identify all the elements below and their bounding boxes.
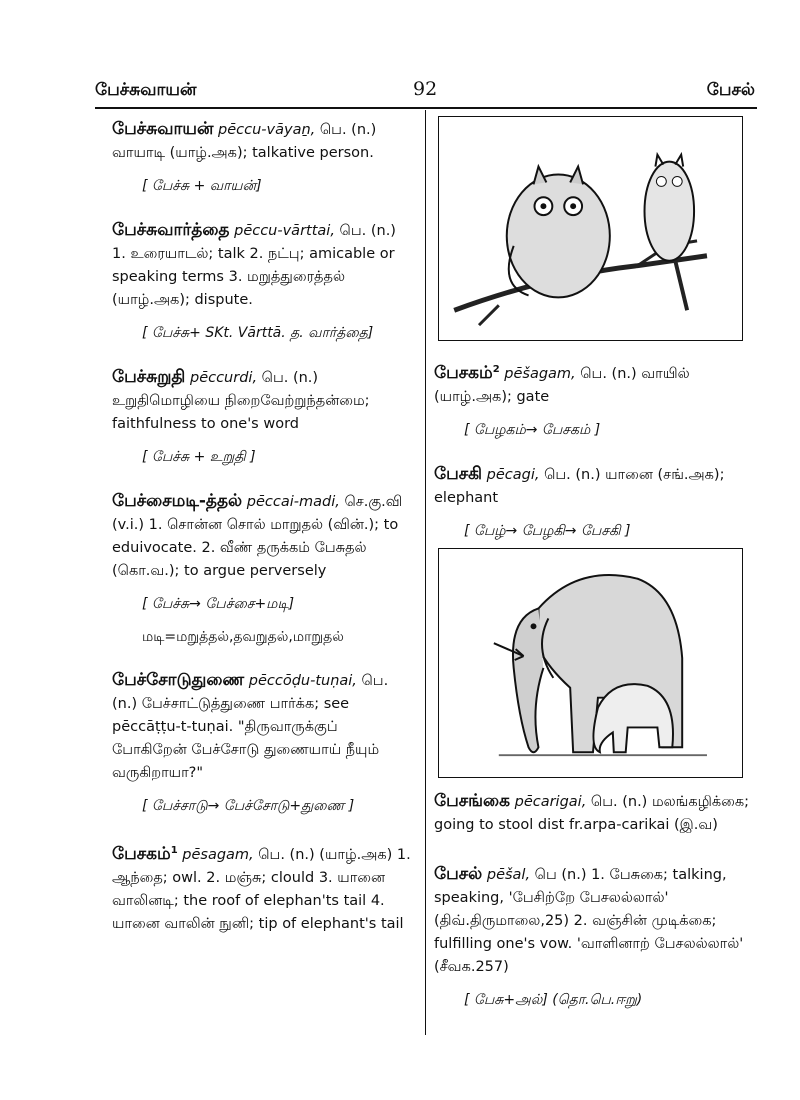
transliteration: pēsagam,: [182, 846, 254, 863]
entry-peccu-varttai: [112, 219, 414, 344]
transliteration: pēccōḍu-tuṇai,: [248, 673, 357, 689]
owl-illustration-icon: [439, 117, 742, 340]
elephant-illustration-icon: [439, 549, 742, 777]
entry-pesal: [434, 863, 756, 1011]
headword: பேச்சைமடி-த்தல்: [112, 491, 243, 511]
headword: பேசங்கை: [434, 791, 510, 811]
right-column: [434, 358, 756, 564]
transliteration: pēccai-madi,: [246, 494, 340, 510]
entry-peccai-madi: [112, 490, 414, 647]
header-right-guideword: பேசல்: [706, 80, 755, 100]
transliteration: pēcarigai,: [514, 794, 587, 810]
definition: பெ. (n.) வாயில் (யாழ்.அக); gate: [434, 365, 690, 405]
transliteration: pēšagam,: [504, 365, 576, 382]
homonym-number: 1: [170, 845, 178, 856]
usage-note: மடி=மறுத்தல்,தவறுதல்,மாறுதல்: [142, 629, 344, 645]
header-rule: [95, 107, 757, 109]
transliteration: pēcagi,: [486, 466, 540, 483]
elephant-figure: [438, 548, 743, 778]
etymology: [ பேச்சு + உறுதி ]: [142, 449, 256, 465]
headword: பேசகி: [434, 463, 483, 484]
headword: பேசகம்: [434, 362, 493, 383]
headword: பேச்சுவாயன்: [112, 119, 214, 139]
definition: பெ. (n.) பேச்சாட்டுத்துணை பார்க்க; see pēccāṭṭu-t-tuṇai. "திருவாருக்குப் போகிறேன் பேச்சோடு துணையாய் நீயும் வருகிறாயா?": [112, 673, 389, 781]
entry-peccurdi: [112, 366, 414, 468]
etymology: [ பேசு+அல்] (தொ.பெ.ஈறு): [464, 992, 643, 1008]
left-column: [112, 118, 414, 940]
owl-figure: [438, 116, 743, 341]
page-header: [95, 78, 755, 106]
definition: பெ (n.) 1. பேசுகை; talking, speaking, 'பேசிற்றே பேசலல்லால்' (திவ்.திருமாலை,25) 2. வஞ்சின் முடிக்கை; fulfilling one's vow. 'வாளினாற் பேசலல்லால்' (சீவக.257): [434, 867, 744, 975]
etymology: [ பேச்சு→ பேச்சை+மடி]: [142, 596, 295, 612]
entry-peccu-vayan: [112, 118, 414, 197]
page-number: 92: [413, 78, 438, 100]
transliteration: pēšal,: [486, 867, 531, 883]
definition: பெ. (n.) வாயாடி (யாழ்.அக); talkative person.: [112, 122, 377, 161]
definition: பெ. (n.) மலங்கழிக்கை; going to stool dist fr.arpa-carikai (இ.வ): [434, 794, 750, 833]
transliteration: pēccu-vārttai,: [234, 223, 335, 239]
etymology: [ பேச்சாடு→ பேச்சோடு+துணை ]: [142, 798, 355, 814]
headword: பேசல்: [434, 864, 483, 884]
headword: பேச்சுவார்த்தை: [112, 220, 230, 240]
definition: பெ. (n.) உறுதிமொழியை நிறைவேற்றுந்தன்மை; faithfulness to one's word: [112, 370, 370, 432]
etymology: [ பேச்சு+ SKt. Vārttā. த. வார்த்தை]: [142, 325, 374, 341]
entry-pesagam-2: [434, 358, 756, 441]
entry-pesagam-1: [112, 839, 414, 936]
entry-pecarigai: [434, 790, 756, 837]
entry-peccodu-tunai: [112, 669, 414, 817]
headword: பேச்சுறுதி: [112, 367, 186, 387]
transliteration: pēccu-vāyaṉ,: [218, 122, 316, 138]
header-left-guideword: பேச்சுவாயன்: [95, 80, 197, 100]
definition: பெ. (n.) (யாழ்.அக) 1. ஆந்தை; owl. 2. மஞ்சு; clould 3. யானை வாலினடி; the roof of elephan'ts tail 4. யானை வாலின் நுனி; tip of elephant's tail: [112, 846, 411, 932]
entry-pecagi: [434, 463, 756, 542]
etymology: [ பேழ்→ பேழகி→ பேசகி ]: [464, 522, 631, 539]
right-column-lower: [434, 790, 756, 1033]
etymology: [ பேழகம்→ பேசகம் ]: [464, 421, 601, 438]
definition: பெ. (n.) 1. உரையாடல்; talk 2. நட்பு; amicable or speaking terms 3. மறுத்துரைத்தல் (யாழ்.அக); dispute.: [112, 223, 396, 308]
definition: பெ. (n.) யானை (சங்.அக); elephant: [434, 466, 725, 506]
column-divider: [425, 110, 426, 1035]
homonym-number: 2: [492, 364, 500, 375]
headword: பேச்சோடுதுணை: [112, 670, 245, 690]
definition: செ.கு.வி (v.i.) 1. சொன்ன சொல் மாறுதல் (வின்.); to eduivocate. 2. வீண் தருக்கம் பேசுதல் (கொ.வ.); to argue perversely: [112, 494, 403, 579]
transliteration: pēccurdi,: [189, 370, 258, 386]
headword: பேசகம்: [112, 843, 171, 864]
etymology: [ பேச்சு + வாயன்]: [142, 178, 262, 194]
